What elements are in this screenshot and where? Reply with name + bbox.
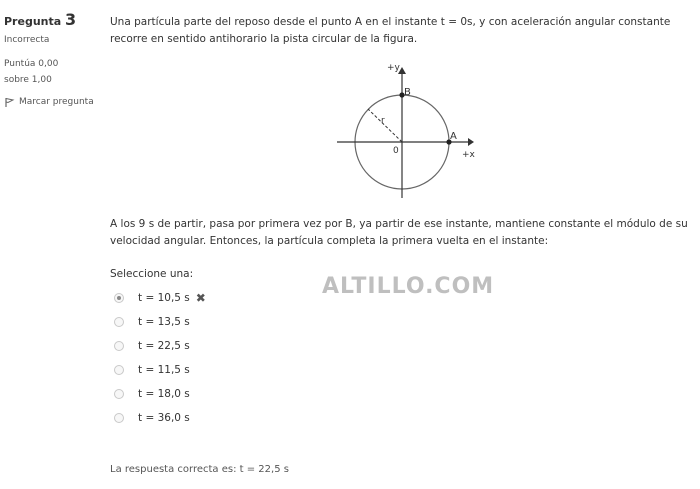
circle-diagram: [332, 58, 482, 200]
answer-radio[interactable]: [114, 365, 124, 375]
flag-label: Marcar pregunta: [19, 97, 94, 107]
question-state: Incorrecta: [4, 35, 50, 45]
circle-figure: [332, 58, 482, 204]
answer-label: t = 22,5 s: [138, 340, 190, 352]
radius-line: [368, 109, 402, 142]
x-axis-label: +x: [462, 150, 475, 160]
question-label: Pregunta: [4, 15, 62, 28]
question-heading: [4, 12, 104, 30]
x-axis-arrow: [468, 138, 474, 146]
radius-label: r: [381, 116, 385, 126]
origin-label: 0: [393, 146, 399, 156]
question-text-detail: A los 9 s de partir, pasa por primera vez por B, ya partir de ese instante, mantiene constante el módulo de su velocidad angular. Entonces, la partícula completa la primera vuelta en el instante:: [110, 218, 688, 247]
answer-label: t = 10,5 s: [138, 292, 190, 304]
answer-radio[interactable]: [114, 317, 124, 327]
y-axis-label: +y: [387, 63, 400, 73]
answer-radio[interactable]: [114, 389, 124, 399]
answer-label: t = 13,5 s: [138, 316, 190, 328]
answer-option[interactable]: [110, 358, 206, 382]
question-number: 3: [65, 10, 77, 29]
watermark: ALTILLO.COM: [322, 274, 495, 299]
answer-radio[interactable]: [114, 341, 124, 351]
answer-option[interactable]: [110, 382, 206, 406]
incorrect-icon: ✖: [195, 291, 206, 305]
question-info: [4, 12, 104, 110]
answer-radio[interactable]: [114, 413, 124, 423]
point-b-label: B: [404, 87, 411, 98]
answer-option[interactable]: [110, 406, 206, 430]
answer-option[interactable]: [110, 286, 206, 310]
question-text-block: [110, 14, 695, 48]
flag-question-link[interactable]: [4, 94, 104, 110]
question-text-intro: Una partícula parte del reposo desde el punto A en el instante t = 0s, y con aceleración angular constante recorre en sentido antihorario la pista circular de la figura.: [110, 16, 671, 45]
point-a-label: A: [450, 131, 457, 142]
answer-prompt: Seleccione una:: [110, 268, 194, 280]
answer-label: t = 36,0 s: [138, 412, 190, 424]
answer-option[interactable]: [110, 310, 206, 334]
correct-answer-feedback: La respuesta correcta es: t = 22,5 s: [110, 464, 289, 475]
answer-label: t = 11,5 s: [138, 364, 190, 376]
answer-radio[interactable]: [114, 293, 124, 303]
answer-list: [110, 286, 206, 430]
question-grade: Puntúa 0,00 sobre 1,00: [4, 59, 59, 85]
flag-icon: [4, 97, 15, 108]
answer-label: t = 18,0 s: [138, 388, 190, 400]
answer-option[interactable]: [110, 334, 206, 358]
